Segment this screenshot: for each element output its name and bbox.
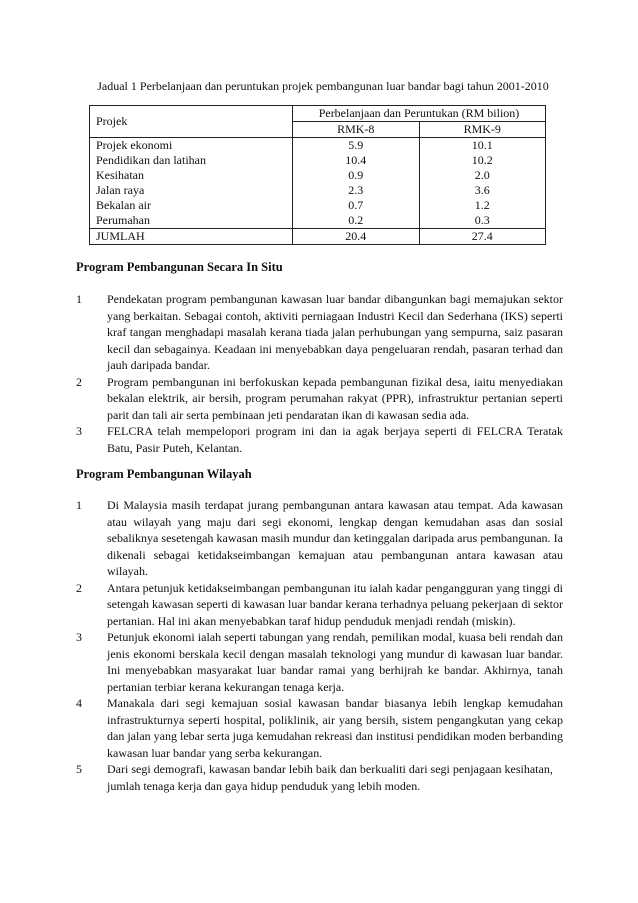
item-number: 1 xyxy=(76,292,82,306)
row-rmk9: 2.0 xyxy=(419,168,546,183)
item-number: 1 xyxy=(76,498,82,512)
item-text: Manakala dari segi kemajuan sosial kawasan bandar biasanya lebih lengkap kemudahan infrastrukturnya seperti hospital, poliklinik, air yang bersih, sistem pengangkutan yang cekap dan jalan yang lebar serta juga kemudahan rekreasi dan institusi pendidikan moden berbanding kawasan luar bandar yang serba kekurangan. xyxy=(107,696,563,760)
table-row xyxy=(90,198,546,213)
list-item xyxy=(76,423,563,456)
table-row xyxy=(90,183,546,198)
table-row xyxy=(90,138,546,154)
row-rmk8: 2.3 xyxy=(293,183,420,198)
section-title-in-situ: Program Pembangunan Secara In Situ xyxy=(76,260,283,274)
table-total-row xyxy=(90,229,546,245)
total-rmk8: 20.4 xyxy=(293,229,420,245)
list-item xyxy=(76,695,563,761)
list-item xyxy=(76,291,563,374)
row-name: Bekalan air xyxy=(90,198,293,213)
row-name: Jalan raya xyxy=(90,183,293,198)
row-name: Pendidikan dan latihan xyxy=(90,153,293,168)
wilayah-list xyxy=(76,497,563,794)
list-item xyxy=(76,497,563,580)
item-text: FELCRA telah mempelopori program ini dan ia agak berjaya seperti di FELCRA Teratak Batu, Pasir Puteh, Kelantan. xyxy=(107,424,563,455)
item-number: 4 xyxy=(76,696,82,710)
row-rmk8: 5.9 xyxy=(293,138,420,154)
table-row xyxy=(90,213,546,229)
item-text: Petunjuk ekonomi ialah seperti tabungan yang rendah, pemilikan modal, kuasa beli rendah dan jenis ekonomi berskala kecil dengan masalah teknologi yang mundur di kawasan luar bandar. Ini menyebabkan masyarakat luar bandar ramai yang berhijrah ke bandar. Akhirnya, tanah pertanian terbiar kerana kekurangan tenaga kerja. xyxy=(107,630,563,694)
item-number: 3 xyxy=(76,424,82,438)
item-number: 2 xyxy=(76,580,82,595)
item-number: 2 xyxy=(76,374,82,389)
header-rmk8: RMK-8 xyxy=(293,122,420,138)
item-text: Program pembangunan ini berfokuskan kepada pembangunan fizikal desa, iaitu menyediakan bekalan elektrik, air bersih, program perumahan rakyat (PPR), infrastruktur pertanian seperti parit dan tali air serta pembinaan jeti pendaratan ikan di kawasan sedia ada. xyxy=(107,374,563,422)
row-rmk9: 1.2 xyxy=(419,198,546,213)
budget-table xyxy=(89,105,546,245)
item-number: 5 xyxy=(76,762,82,776)
row-rmk9: 0.3 xyxy=(419,213,546,229)
item-text: Dari segi demografi, kawasan bandar lebih baik dan berkualiti dari segi penjagaan kesihatan, jumlah tenaga kerja dan gaya hidup penduduk yang lebih moden. xyxy=(107,762,553,793)
row-rmk9: 3.6 xyxy=(419,183,546,198)
table-caption: Jadual 1 Perbelanjaan dan peruntukan projek pembangunan luar bandar bagi tahun 2001-2010 xyxy=(97,79,549,93)
row-rmk8: 0.7 xyxy=(293,198,420,213)
row-name: Kesihatan xyxy=(90,168,293,183)
list-item xyxy=(76,580,563,630)
in-situ-list xyxy=(76,291,563,456)
item-text: Di Malaysia masih terdapat jurang pembangunan antara kawasan atau tempat. Ada kawasan atau wilayah yang maju dari segi ekonomi, lengkap dengan kemudahan asas dan sosial sebaliknya sesetengah kawasan masih mundur dan ketinggalan daripada arus pembangunan. Ia dikenali sebagai ketidakseimbangan kemajuan atau pembangunan antara kawasan atau wilayah. xyxy=(107,498,563,578)
row-rmk9: 10.2 xyxy=(419,153,546,168)
header-group: Perbelanjaan dan Peruntukan (RM bilion) xyxy=(293,106,546,122)
header-rmk9: RMK-9 xyxy=(419,122,546,138)
row-rmk8: 0.2 xyxy=(293,213,420,229)
list-item xyxy=(76,761,563,794)
row-name: Projek ekonomi xyxy=(90,138,293,154)
list-item xyxy=(76,629,563,695)
item-text: Antara petunjuk ketidakseimbangan pembangunan itu ialah kadar pengangguran yang tinggi di setengah kawasan seperti di kawasan luar bandar kerana terhadnya peluang pekerjaan di sektor pertanian. Hal ini akan menyebabkan taraf hidup penduduk menjadi rendah (miskin). xyxy=(107,580,563,628)
table-row xyxy=(90,153,546,168)
list-item xyxy=(76,374,563,424)
table-row xyxy=(90,168,546,183)
row-rmk8: 10.4 xyxy=(293,153,420,168)
row-rmk8: 0.9 xyxy=(293,168,420,183)
total-rmk9: 27.4 xyxy=(419,229,546,245)
total-label: JUMLAH xyxy=(90,229,293,245)
header-projek: Projek xyxy=(90,106,293,138)
row-rmk9: 10.1 xyxy=(419,138,546,154)
item-text: Pendekatan program pembangunan kawasan luar bandar dibangunkan bagi memajukan sektor yang berkaitan. Sebagai contoh, aktiviti perniagaan Industri Kecil dan Sederhana (IKS) seperti kraf tangan menghadapi masalah kerana tiada jalan perhubungan yang sempurna, saiz pasaran kecil dan sebagainya. Keadaan ini menyebabkan daya pengeluaran rendah, pasaran terhad dan jauh daripada bandar. xyxy=(107,292,563,372)
section-title-wilayah: Program Pembangunan Wilayah xyxy=(76,467,252,481)
row-name: Perumahan xyxy=(90,213,293,229)
item-number: 3 xyxy=(76,630,82,644)
